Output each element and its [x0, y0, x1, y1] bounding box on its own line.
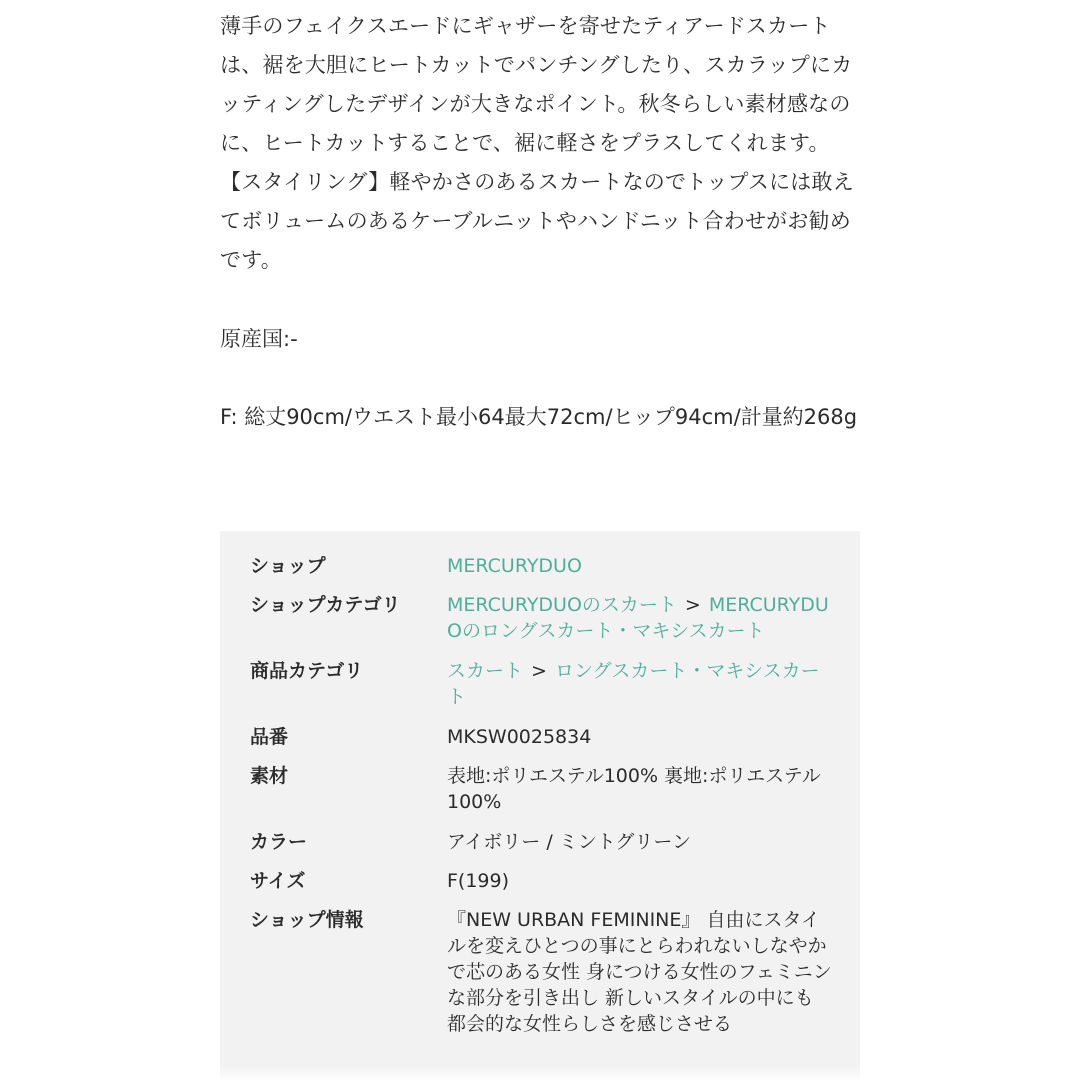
spec-label-shop: ショップ [250, 555, 326, 577]
spec-value-product-category [447, 658, 832, 710]
spec-value-shop-category [447, 592, 832, 644]
product-description: 薄手のフェイクスエードにギャザーを寄せたティアードスカートは、裾を大胆にヒートカットでパンチングしたり、スカラップにカッティングしたデザインが大きなポイント。秋冬らしい素材感なのに、ヒートカットすることで、裾に軽さをプラスしてくれます。 【スタイリング】軽やかさのあるスカートなのでトップスには敢えてボリュームのあるケーブルニットやハンドニット合わせがお勧めです。 [220, 14, 854, 272]
product-spec-table [220, 531, 860, 1080]
breadcrumb-separator: > [684, 594, 701, 616]
breadcrumb-separator: > [531, 660, 547, 682]
shop-link[interactable]: MERCURYDUO [447, 555, 582, 577]
spec-label-size: サイズ [250, 870, 306, 892]
spec-label-product-number: 品番 [250, 726, 289, 748]
spec-value-shop [447, 553, 832, 579]
spec-label-shop-category: ショップカテゴリ [250, 594, 401, 616]
country-of-origin: 原産国:- [220, 327, 298, 351]
product-category-link-skirt[interactable]: スカート [447, 660, 524, 682]
spec-value-product-number: MKSW0025834 [447, 726, 592, 748]
size-measurements: F: 総丈90cm/ウエスト最小64最大72cm/ヒップ94cm/計量約268g [220, 405, 858, 429]
spec-label-product-category: 商品カテゴリ [250, 660, 364, 682]
spec-label-shop-info: ショップ情報 [250, 909, 364, 931]
product-category-link-long-skirt[interactable]: ロングスカート・マキシスカート [447, 660, 820, 708]
spec-value-color: アイボリー / ミントグリーン [447, 831, 692, 853]
spec-value-size: F(199) [447, 870, 510, 892]
shop-category-link-skirt[interactable]: MERCURYDUOのスカート [447, 594, 677, 616]
spec-value-material: 表地:ポリエステル100% 裏地:ポリエステル100% [447, 765, 821, 813]
spec-label-color: カラー [250, 831, 308, 853]
spec-label-material: 素材 [250, 765, 289, 787]
spec-value-shop-info: 『NEW URBAN FEMININE』 自由にスタイルを変えひとつの事にとらわれないしなやかで芯のある女性 身につける女性のフェミニンな部分を引き出し 新しいスタイルの中にも都会的な女性らしさを感じさせる [447, 909, 832, 1035]
shop-category-link-long-skirt[interactable]: MERCURYDUOのロングスカート・マキシスカート [447, 594, 829, 642]
